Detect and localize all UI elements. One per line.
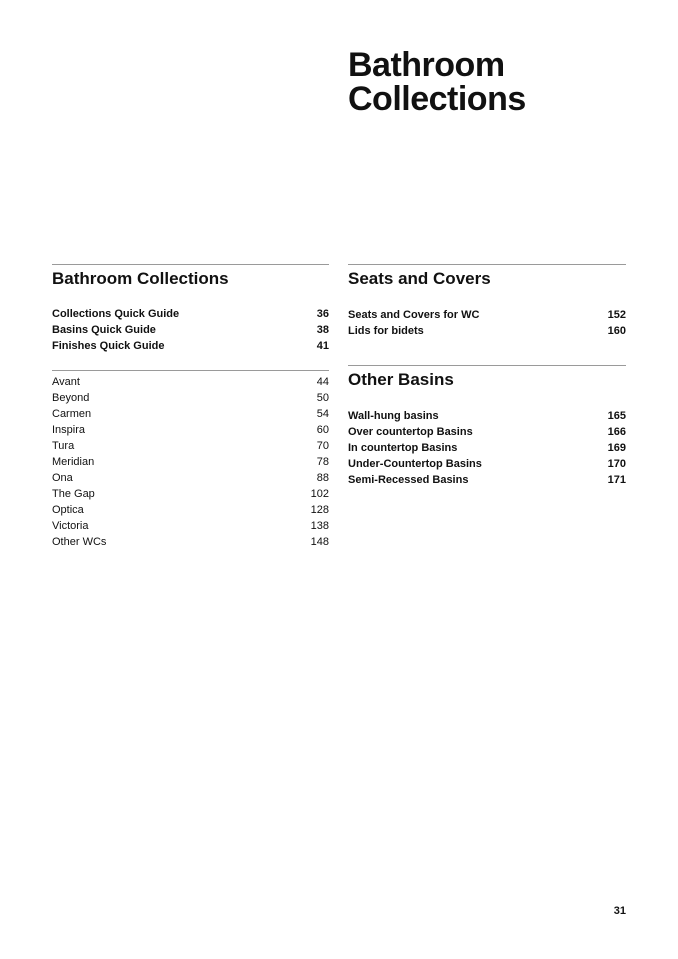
- toc-entry-page: 128: [310, 504, 329, 516]
- toc-entry-page: 38: [316, 324, 329, 336]
- toc-entry-label: In countertop Basins: [348, 442, 458, 454]
- toc-entry[interactable]: [52, 518, 329, 534]
- bathroom-collections-section: [52, 264, 329, 550]
- toc-entry[interactable]: [52, 422, 329, 438]
- toc-entry[interactable]: [348, 307, 626, 323]
- section-divider: [52, 370, 329, 371]
- toc-entry[interactable]: [52, 306, 329, 322]
- toc-entry-page: 41: [316, 340, 329, 352]
- toc-entry-page: 152: [607, 309, 626, 321]
- toc-entry[interactable]: [52, 470, 329, 486]
- quick-guides-list: [52, 306, 329, 354]
- seats-and-covers-section: [348, 264, 626, 339]
- toc-entry[interactable]: [52, 486, 329, 502]
- page-title: [348, 48, 648, 116]
- toc-entry-page: 166: [607, 426, 626, 438]
- toc-entry[interactable]: [348, 408, 626, 424]
- toc-entry-page: 88: [316, 472, 329, 484]
- toc-entry-page: 102: [310, 488, 329, 500]
- toc-entry-page: 160: [607, 325, 626, 337]
- toc-entry-label: Victoria: [52, 520, 89, 532]
- toc-entry-label: Wall-hung basins: [348, 410, 439, 422]
- other-basins-section: [348, 365, 626, 488]
- page-title-line-2: Collections: [348, 80, 526, 118]
- toc-entry-page: 170: [607, 458, 626, 470]
- toc-entry-label: Seats and Covers for WC: [348, 309, 480, 321]
- toc-entry[interactable]: [348, 440, 626, 456]
- toc-entry-page: 78: [316, 456, 329, 468]
- toc-entry[interactable]: [348, 456, 626, 472]
- toc-entry-label: Collections Quick Guide: [52, 308, 180, 320]
- toc-entry-label: Finishes Quick Guide: [52, 340, 165, 352]
- toc-entry[interactable]: [52, 502, 329, 518]
- toc-entry-page: 171: [607, 474, 626, 486]
- toc-entry-page: 60: [316, 424, 329, 436]
- section-heading-bathroom-collections: Bathroom Collections: [52, 269, 229, 288]
- toc-entry[interactable]: [52, 322, 329, 338]
- page-title-line-1: Bathroom: [348, 46, 505, 84]
- seats-and-covers-list: [348, 307, 626, 339]
- toc-entry-label: The Gap: [52, 488, 95, 500]
- toc-entry-label: Beyond: [52, 392, 90, 404]
- toc-entry[interactable]: [52, 390, 329, 406]
- toc-entry[interactable]: [52, 454, 329, 470]
- toc-entry[interactable]: [52, 438, 329, 454]
- toc-entry-label: Optica: [52, 504, 84, 516]
- page-number: 31: [613, 905, 626, 917]
- toc-entry-label: Tura: [52, 440, 75, 452]
- collections-list: [52, 374, 329, 550]
- section-heading-other-basins: Other Basins: [348, 370, 454, 389]
- toc-entry-label: Ona: [52, 472, 73, 484]
- toc-entry-page: 54: [316, 408, 329, 420]
- toc-entry[interactable]: [52, 406, 329, 422]
- toc-entry-page: 50: [316, 392, 329, 404]
- toc-entry-page: 169: [607, 442, 626, 454]
- toc-entry-label: Inspira: [52, 424, 86, 436]
- section-divider: [348, 264, 626, 265]
- toc-entry-label: Semi-Recessed Basins: [348, 474, 469, 486]
- toc-entry-label: Over countertop Basins: [348, 426, 473, 438]
- toc-entry[interactable]: [52, 338, 329, 354]
- toc-entry-label: Carmen: [52, 408, 92, 420]
- toc-entry-label: Basins Quick Guide: [52, 324, 156, 336]
- toc-entry-label: Other WCs: [52, 536, 107, 548]
- toc-entry-page: 70: [316, 440, 329, 452]
- section-heading-seats-and-covers: Seats and Covers: [348, 269, 491, 288]
- toc-entry-label: Meridian: [52, 456, 95, 468]
- toc-entry-page: 165: [607, 410, 626, 422]
- other-basins-list: [348, 408, 626, 488]
- toc-entry[interactable]: [348, 323, 626, 339]
- toc-entry-page: 36: [316, 308, 329, 320]
- toc-entry[interactable]: [348, 424, 626, 440]
- toc-entry[interactable]: [348, 472, 626, 488]
- toc-entry-label: Lids for bidets: [348, 325, 424, 337]
- toc-entry[interactable]: [52, 534, 329, 550]
- section-divider: [52, 264, 329, 265]
- toc-entry-label: Under-Countertop Basins: [348, 458, 482, 470]
- toc-entry-page: 148: [310, 536, 329, 548]
- section-divider: [348, 365, 626, 366]
- toc-entry-label: Avant: [52, 376, 80, 388]
- toc-entry-page: 138: [310, 520, 329, 532]
- toc-entry[interactable]: [52, 374, 329, 390]
- toc-entry-page: 44: [316, 376, 329, 388]
